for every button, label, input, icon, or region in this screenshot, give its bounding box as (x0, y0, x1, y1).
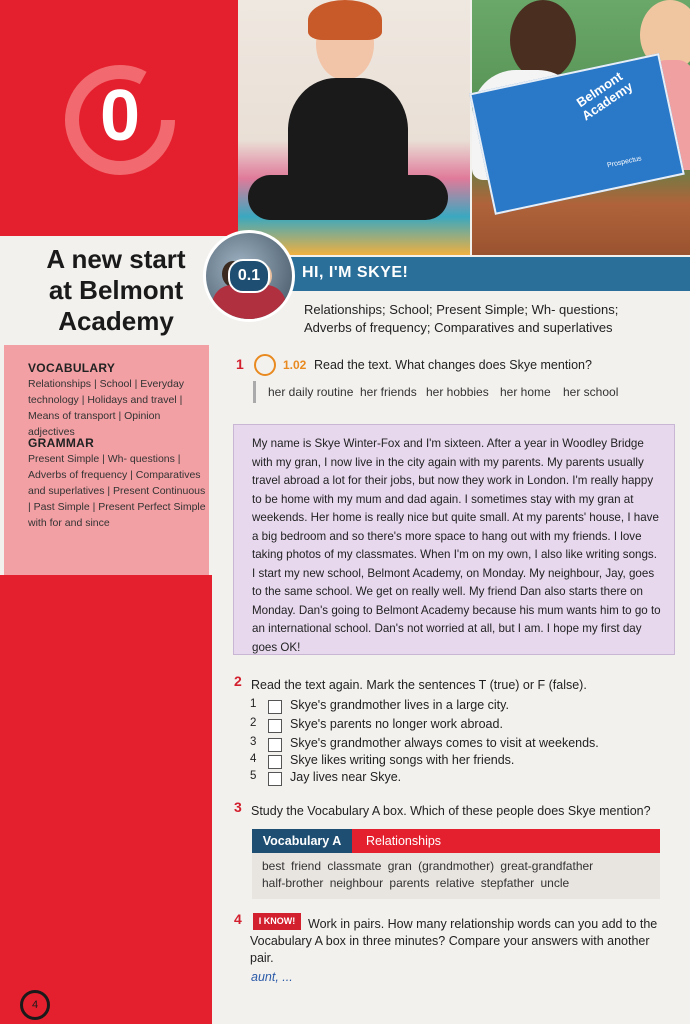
exercise-3-number: 3 (234, 799, 242, 815)
left-red-strip (0, 575, 212, 1024)
exercise-1-instruction: Read the text. What changes does Skye mention? (314, 358, 592, 372)
lesson-topics-line: Adverbs of frequency; Comparatives and superlatives (304, 320, 613, 335)
tf-item-number: 5 (250, 770, 257, 782)
lesson-title-line: Academy (58, 306, 174, 336)
lesson-title-line: at Belmont (48, 275, 184, 305)
vocabulary-box-topic: Relationships (352, 829, 660, 853)
tf-item-text: Jay lives near Skye. (290, 770, 402, 784)
lesson-heading: HI, I'M SKYE! (302, 264, 409, 281)
vocabulary-box-label: Vocabulary A (252, 829, 352, 853)
i-know-badge: I KNOW! (253, 913, 301, 930)
vocabulary-words (262, 858, 632, 892)
option-item: her home (500, 385, 551, 399)
vocabulary-list: Relationships | School | Everyday technology | Holidays and travel | Means of transport | Opinion adjectives (28, 378, 185, 438)
exercise-1-options (253, 381, 626, 403)
reading-text-box (233, 424, 675, 655)
answer-checkbox[interactable] (268, 755, 282, 769)
lesson-topics (304, 301, 684, 337)
photo-girl-on-bed (238, 0, 470, 255)
exercise-2-number: 2 (234, 673, 242, 689)
unit-number: 0 (99, 76, 141, 156)
tf-item-number: 1 (250, 698, 257, 710)
exercise-2-instruction: Read the text again. Mark the sentences T (true) or F (false). (251, 678, 587, 692)
answer-checkbox[interactable] (268, 738, 282, 752)
reading-text: My name is Skye Winter-Fox and I'm sixteen. After a year in Woodley Bridge with my gran, I now live in the city again with my parents. My parents usually travel abroad a lot for their jobs, but now they work in London. I'm really happy to be home with my mum and dad again. I sometimes stay with my gran at weekends. Her home is really nice but quite small. At my parents' house, I have a big bedroom and so there's more space to hang out with my friends. I love taking photos of my classmates. When I'm on my own, I also like writing songs. I start my new school, Belmont Academy, on Monday. My neighbour, Jay, goes to the same school. We get on really well. My friend Dan also starts there on Monday. Dan's going to Belmont Academy because his mum wants him to go to an international school. Dan's not worried at all, but I am. I hope my first day goes OK! (252, 437, 661, 654)
lesson-number-badge: 0.1 (228, 259, 270, 293)
page-number: 4 (20, 990, 50, 1020)
exercise-4-instruction: Work in pairs. How many relationship words can you add to the Vocabulary A box in three minutes? Compare your answers with another pair. (250, 917, 658, 965)
option-item: her friends (360, 385, 417, 399)
syllabus-sidebar (4, 345, 209, 575)
exercise-4-example: aunt, ... (251, 970, 293, 984)
tf-item-number: 2 (250, 717, 257, 729)
answer-checkbox[interactable] (268, 772, 282, 786)
exercise-3-instruction: Study the Vocabulary A box. Which of these people does Skye mention? (251, 804, 651, 818)
brochure-subtitle: Prospectus (606, 155, 643, 170)
vocabulary-box (252, 829, 660, 899)
tf-item-text: Skye likes writing songs with her friends. (290, 753, 515, 767)
tf-item-text: Skye's parents no longer work abroad. (290, 717, 503, 731)
option-item: her daily routine (268, 385, 354, 399)
vocabulary-words-line: best friend classmate gran (grandmother) great-grandfather (262, 859, 594, 873)
audio-track-number: 1.02 (283, 358, 307, 372)
exercise-1-number: 1 (236, 356, 244, 372)
grammar-list: Present Simple | Wh- questions | Adverbs of frequency | Comparatives and superlatives | Present Continuous | Past Simple | Present Perfect Simple with for and since (28, 453, 206, 529)
lesson-banner (230, 257, 690, 291)
tf-item-text: Skye's grandmother lives in a large city. (290, 698, 509, 712)
vocabulary-heading: VOCABULARY (28, 361, 116, 375)
answer-checkbox[interactable] (268, 700, 282, 714)
lesson-topics-line: Relationships; School; Present Simple; Wh- questions; (304, 302, 619, 317)
option-item: her hobbies (426, 385, 489, 399)
tf-item-number: 4 (250, 753, 257, 765)
answer-checkbox[interactable] (268, 719, 282, 733)
brochure-title: Belmont Academy (573, 68, 636, 124)
vocabulary-words-line: half-brother neighbour parents relative stepfather uncle (262, 876, 570, 890)
tf-item-text: Skye's grandmother always comes to visit at weekends. (290, 736, 599, 750)
option-item: her school (563, 385, 619, 399)
exercise-4-number: 4 (234, 911, 242, 927)
tf-item-number: 3 (250, 736, 257, 748)
lesson-title-line: A new start (46, 244, 186, 274)
audio-speaker-icon[interactable] (254, 354, 276, 376)
grammar-heading: GRAMMAR (28, 436, 95, 450)
lesson-title (26, 244, 206, 337)
